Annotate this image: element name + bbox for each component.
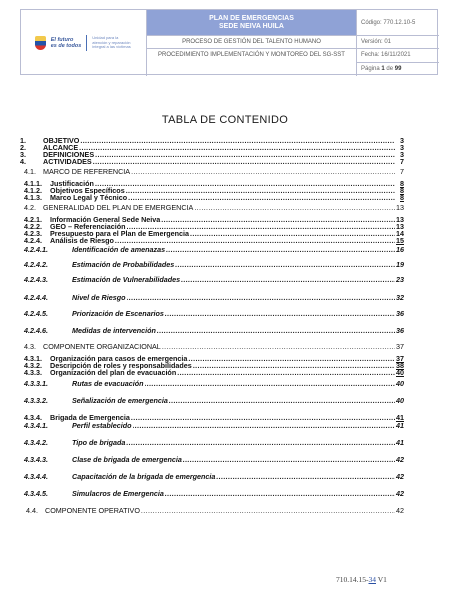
page-of: de — [386, 66, 394, 72]
toc-entry[interactable]: 4.3.4.5. Simulacros de Emergencia ..... 42 — [24, 489, 404, 498]
toc-entry[interactable]: 4.3.4.2. Tipo de brigada ..... 41 — [24, 438, 404, 447]
toc-entry[interactable]: 4.3. COMPONENTE ORGANIZACIONAL ..... 37 — [24, 342, 404, 351]
brand-line-2: es de todos — [50, 43, 82, 49]
toc-entry[interactable]: 4.2.4.3. Estimación de Vulnerabilidades ..... 23 — [24, 275, 404, 284]
toc-entry[interactable]: 4.2.4.5. Priorización de Escenarios ..... 36 — [24, 309, 404, 318]
toc-entry[interactable]: 4.2.2. GEO – Referenciación ..... 13 — [24, 222, 404, 231]
toc-entry[interactable]: 4.2.3. Presupuesto para el Plan de Emergencia ..... 14 — [24, 229, 404, 238]
plan-title — [147, 10, 357, 36]
toc-entry[interactable]: 4.2.4.2. Estimación de Probabilidades ..... 19 — [24, 260, 404, 269]
toc-entry[interactable]: 4.3.3.2. Señalización de emergencia ..... 40 — [24, 396, 404, 405]
toc-entry[interactable]: 4.2.4.6. Medidas de intervención ..... 36 — [24, 326, 404, 335]
page-current: 1 — [381, 66, 385, 72]
page-counter — [357, 63, 439, 76]
toc-entry[interactable]: 4.1.1. Justificación ..... 8 — [24, 179, 404, 188]
toc-entry[interactable]: 4.4. COMPONENTE OPERATIVO ..... 42 — [26, 506, 404, 515]
plan-title-line-1: PLAN DE EMERGENCIAS — [209, 14, 294, 22]
header-logo — [21, 10, 147, 76]
entity-logo-text: Unidad para la atención y reparación integral a las víctimas — [92, 35, 131, 50]
document-code: Código: 770.12.10-5 — [357, 10, 439, 36]
page-total: 99 — [394, 66, 402, 72]
toc-entry[interactable]: 4.2.4.1. Identificación de amenazas ..... 16 — [24, 245, 404, 254]
footer-code-suffix: V1 — [376, 575, 387, 584]
process-name: PROCESO DE GESTIÓN DEL TALENTO HUMANO — [147, 36, 357, 49]
toc-entry[interactable]: 4.2.1. Información General Sede Neiva ..... 13 — [24, 215, 404, 224]
toc-entry[interactable]: 4.3.3.1. Rutas de evacuación ..... 40 — [24, 379, 404, 388]
toc-entry[interactable]: 4.3.4.4. Capacitación de la brigada de emergencia ..... 42 — [24, 472, 404, 481]
page-label: Página — [361, 66, 380, 72]
procedure-name: PROCEDIMIENTO IMPLEMENTACIÓN Y MONITOREO DEL SG-SST — [147, 49, 357, 76]
toc-entry[interactable]: 4.2. GENERALIDAD DEL PLAN DE EMERGENCIA ..... 13 — [24, 203, 404, 212]
toc-entry[interactable]: 4.3.1. Organización para casos de emergencia ..... 37 — [24, 354, 404, 363]
toc-entry[interactable]: 4.1.3. Marco Legal y Técnico ..... 8 — [24, 193, 404, 202]
logo-divider — [86, 35, 87, 51]
document-date: Fecha: 16/11/2021 — [357, 49, 439, 63]
toc-entry[interactable]: 4.2.4. Análisis de Riesgo ..... 15 — [24, 236, 404, 245]
footer-code-link[interactable]: 34 — [368, 575, 376, 584]
toc-entry[interactable]: 4.3.4.3. Clase de brigada de emergencia ..... 42 — [24, 455, 404, 464]
brand-wordmark — [51, 37, 82, 49]
toc-entry[interactable]: 4.3.3. Organización del plan de evacuación ..... 40 — [24, 368, 404, 377]
toc-entry[interactable]: 4.3.2. Descripción de roles y responsabilidades ..... 38 — [24, 361, 404, 370]
document-header — [20, 9, 438, 75]
footer-code — [336, 575, 387, 584]
document-version: Versión: 01 — [357, 36, 439, 49]
footer-code-prefix: 710.14.15- — [336, 575, 369, 584]
brand-line-1: El futuro — [50, 37, 74, 43]
toc-entry[interactable]: 4.1.2. Objetivos Específicos ..... 8 — [24, 186, 404, 195]
toc-entry[interactable]: 4.2.4.4. Nivel de Riesgo ..... 32 — [24, 293, 404, 302]
toc-entry[interactable]: 4.3.4. Brigada de Emergencia ..... 41 — [24, 413, 404, 422]
toc-entry[interactable]: 2. ALCANCE ..... 3 — [20, 143, 404, 152]
coat-of-arms-icon — [35, 36, 46, 50]
toc-title: TABLA DE CONTENIDO — [161, 114, 289, 126]
toc-entry[interactable]: 4. ACTIVIDADES ..... 7 — [20, 157, 404, 166]
plan-title-line-2: SEDE NEIVA HUILA — [219, 22, 284, 30]
toc-entry[interactable]: 1. OBJETIVO ..... 3 — [20, 136, 404, 145]
toc-entry[interactable]: 3. DEFINICIONES ..... 3 — [20, 150, 404, 159]
toc-entry[interactable]: 4.1. MARCO DE REFERENCIA ..... 7 — [24, 167, 404, 176]
toc-entry[interactable]: 4.3.4.1. Perfil establecido ..... 41 — [24, 421, 404, 430]
